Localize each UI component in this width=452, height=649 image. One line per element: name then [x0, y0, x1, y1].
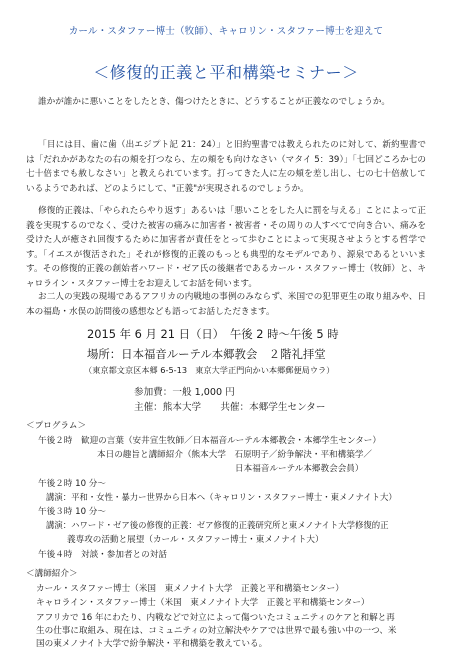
program-line: 日本福音ルーテル本郷教会会員）	[235, 464, 364, 474]
speaker-bio-line: 生の仕事に取組み、現在は、コミュニティの対立解決やケアでは世界で最も強い中の一つ、米	[36, 626, 397, 636]
program-line: 午後２時 歓迎の言葉（安井宣生牧師／日本福音ルーテル本郷教会・本郷学生センター）	[38, 436, 381, 446]
speaker-line: カール・スタファー博士（米国 東メノナイト大学 正義と平和構築センター）	[36, 584, 344, 594]
event-date: 2015 年 6 月 21 日（日） 午後 2 時〜午後 5 時	[87, 327, 339, 341]
program-line: 午後２時 10 分〜	[38, 479, 106, 489]
program-line: 午後４時 対談・参加者との対話	[38, 550, 167, 560]
speakers-heading: ＜講師紹介＞	[26, 569, 78, 579]
intro-text-1: 誰かが誰かに悪いことをしたとき、傷つけたときに、どうすることが正義なのでしょうか。	[38, 97, 391, 107]
seminar-title: ＜修復的正義と平和構築セミナー＞	[93, 63, 359, 82]
program-line: 義専攻の活動と展望（カール・スタファー博士・東メノナイト大）	[67, 535, 324, 545]
intro-text-4: お二人の実践の現場であるアフリカの内戦地の事例のみならず、米国での犯罪更生の取り組みや、日本の福島・水俣の訪問後の感想なども語ってお話しただきます。	[26, 292, 426, 317]
event-organizer: 主催：熊本大学 共催：本郷学生センター	[134, 402, 326, 413]
intro-paragraph-4	[26, 290, 426, 319]
intro-paragraph-2	[26, 138, 426, 196]
event-fee: 参加費：一般 1,000 円	[134, 387, 235, 398]
intro-paragraph-1	[26, 95, 426, 110]
program-line: 講演：ハワード・ゼア後の修復的正義：ゼア修復的正義研究所と東メノナイト大学修復的正	[46, 520, 389, 530]
program-line: 本日の趣旨と講師紹介（熊本大学 石原明子／紛争解決・平和構築学／	[97, 450, 373, 460]
speaker-line: キャロライン・スタファー博士（米国 東メノナイト大学 正義と平和構築センター）	[36, 598, 370, 608]
event-venue: 場所：日本福音ルーテル本郷教会 ２階礼拝堂	[87, 347, 326, 361]
speaker-bio-line: 国の東メノナイト大学で紛争解決・平和構築を教えている。	[36, 639, 268, 649]
invite-line: カール・スタファー博士（牧師）、キャロリン・スタファー博士を迎えて	[68, 26, 384, 37]
event-address: （東京都文京区本郷 6-5-13 東京大学正門向かい本郷郵便局ウラ）	[84, 365, 335, 375]
intro-text-3: 修復的正義は、「やられたらやり返す」あるいは「悪いことをした人に罰を与える」ことによって正義を実現するのでなく、受けた被害の痛みに加害者・被害者・その周りの人すべてで向き合い、痛みを受けた人が癒され回復するために加害者が責任をとって歩むことによって実現させようとする哲学です。「イエスが復活された」それが修復的正義のもっとも典型的なモデルであり、源泉であるといいます。その修復的正義の創始者ハワード・ゼア氏の後継者であるカール・スタファー博士（牧師）と、キャロライン・スタファー博士をお迎えしてお話を伺います。	[26, 206, 426, 289]
speaker-bio-line: アフリカで 16 年にわたり、内戦などで対立によって傷ついたコミュニティのケアと和解と再	[36, 613, 395, 623]
program-heading: ＜プログラム＞	[26, 421, 87, 431]
intro-text-2: 「目には目、歯に歯（出エジプト記 21：24）」と旧約聖書では教えられたのに対して、新約聖書では「だれかがあなたの右の頬を打つなら、左の頬をも向けなさい（マタイ 5：39）」「七回どころか七の七十倍までも赦しなさい」と教えられています。打ってきた人に左の頬を差し出し、七の七十倍赦しているようであれば、どのようにして、"正義"が実現されるのでしょうか。	[26, 140, 426, 194]
program-line: 午後３時 10 分〜	[38, 507, 106, 517]
intro-paragraph-3	[26, 204, 426, 292]
program-line: 講演：平和・女性・暴力ー世界から日本へ（キャロリン・スタファー博士・東メノナイト大）	[46, 492, 397, 502]
